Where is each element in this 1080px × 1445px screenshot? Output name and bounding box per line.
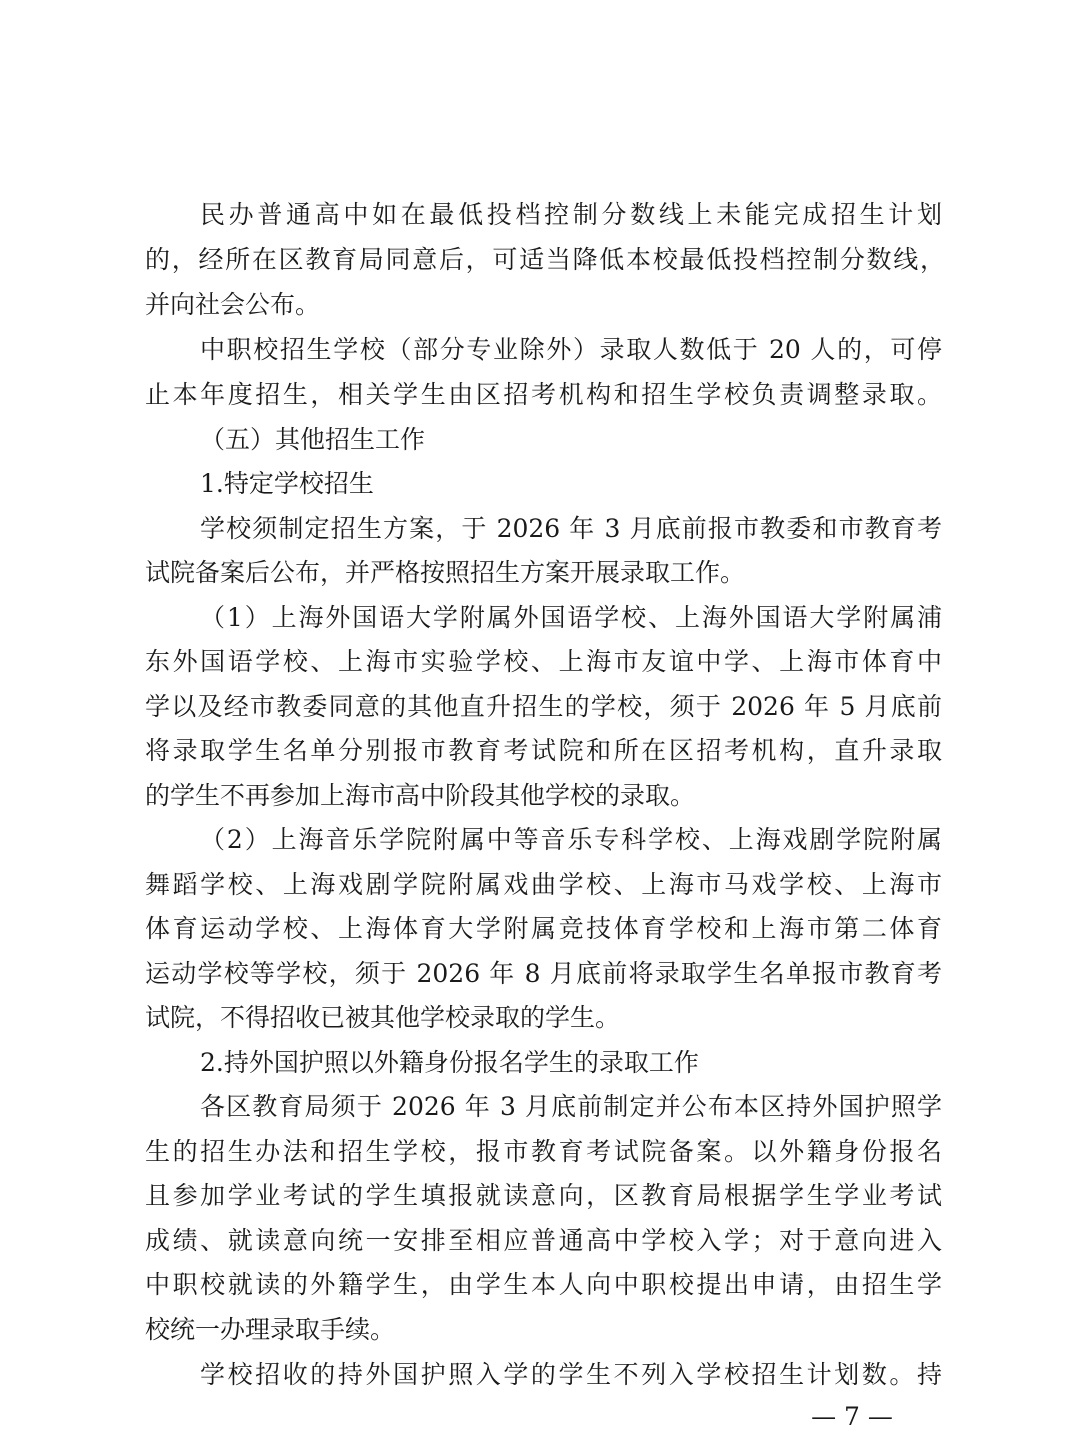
- paragraph-line: 运动学校等学校，须于 2026 年 8 月底前将录取学生名单报市教育考: [145, 959, 942, 988]
- paragraph-line: 各区教育局须于 2026 年 3 月底前制定并公布本区持外国护照学: [200, 1092, 942, 1121]
- paragraph-line: 中职校招生学校（部分专业除外）录取人数低于 20 人的，可停: [200, 335, 942, 364]
- paragraph-line: 的，经所在区教育局同意后，可适当降低本校最低投档控制分数线，: [145, 245, 945, 274]
- paragraph-line: 校统一办理录取手续。: [145, 1315, 396, 1344]
- paragraph-line: 中职校就读的外籍学生，由学生本人向中职校提出申请，由招生学: [145, 1270, 942, 1299]
- paragraph-line: （2）上海音乐学院附属中等音乐专科学校、上海戏剧学院附属: [200, 825, 942, 854]
- paragraph-line: 且参加学业考试的学生填报就读意向，区教育局根据学生学业考试: [145, 1181, 942, 1210]
- paragraph-line: 学校招收的持外国护照入学的学生不列入学校招生计划数。持: [200, 1360, 942, 1389]
- paragraph-line: （1）上海外国语大学附属外国语学校、上海外国语大学附属浦: [200, 603, 942, 632]
- paragraph-line: 的学生不再参加上海市高中阶段其他学校的录取。: [145, 781, 696, 810]
- paragraph-line: 止本年度招生，相关学生由区招考机构和招生学校负责调整录取。: [145, 380, 942, 409]
- section-heading: （五）其他招生工作: [200, 425, 426, 454]
- paragraph-line: 舞蹈学校、上海戏剧学院附属戏曲学校、上海市马戏学校、上海市: [145, 870, 942, 899]
- paragraph-line: 试院，不得招收已被其他学校录取的学生。: [145, 1003, 621, 1032]
- page-number: — 7 —: [811, 1402, 893, 1431]
- paragraph-line: 并向社会公布。: [145, 290, 321, 319]
- paragraph-line: 学校须制定招生方案，于 2026 年 3 月底前报市教委和市教育考: [200, 514, 942, 543]
- paragraph-line: 东外国语学校、上海市实验学校、上海市友谊中学、上海市体育中: [145, 647, 942, 676]
- paragraph-line: 民办普通高中如在最低投档控制分数线上未能完成招生计划: [200, 200, 942, 229]
- paragraph-line: 体育运动学校、上海体育大学附属竞技体育学校和上海市第二体育: [145, 914, 942, 943]
- paragraph-line: 学以及经市教委同意的其他直升招生的学校，须于 2026 年 5 月底前: [145, 692, 942, 721]
- paragraph-line: 生的招生办法和招生学校，报市教育考试院备案。以外籍身份报名: [145, 1137, 942, 1166]
- paragraph-line: 将录取学生名单分别报市教育考试院和所在区招考机构，直升录取: [145, 736, 942, 765]
- paragraph-line: 成绩、就读意向统一安排至相应普通高中学校入学；对于意向进入: [145, 1226, 942, 1255]
- subsection-heading: 2.持外国护照以外籍身份报名学生的录取工作: [200, 1048, 699, 1077]
- paragraph-line: 试院备案后公布，并严格按照招生方案开展录取工作。: [145, 558, 746, 587]
- subsection-heading: 1.特定学校招生: [200, 469, 374, 498]
